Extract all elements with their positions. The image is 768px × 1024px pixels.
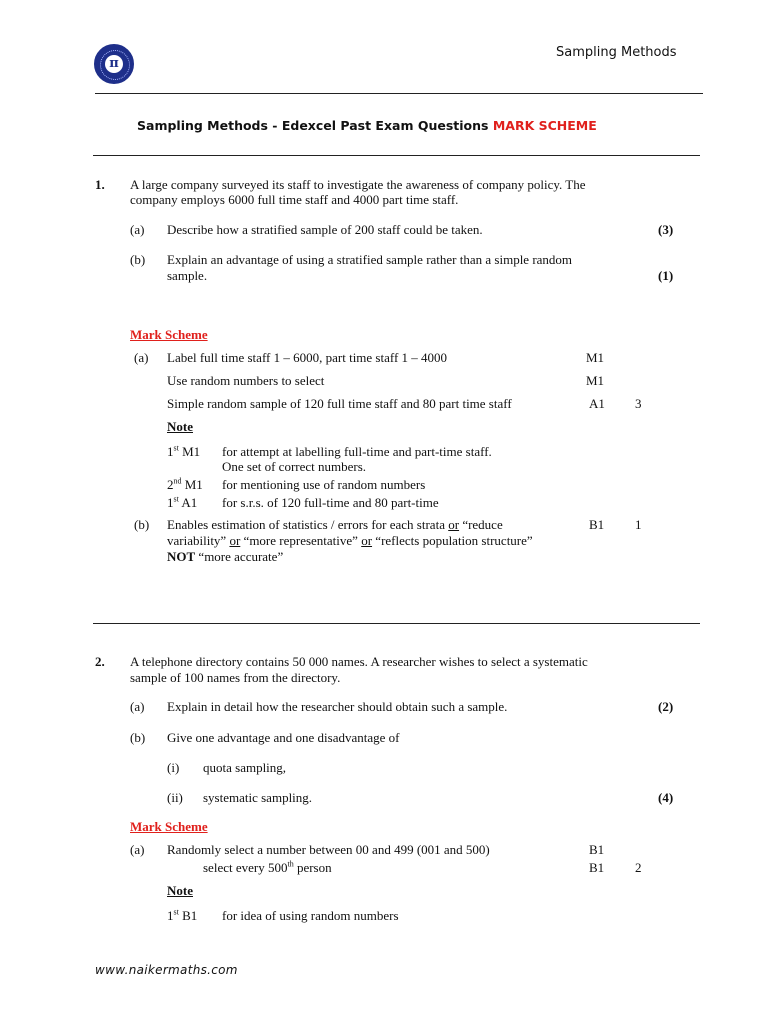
ms-row-text: Randomly select a number between 00 and 499 (001 and 500) — [167, 842, 490, 857]
ms-row-total: 3 — [635, 396, 642, 411]
part-text: Explain in detail how the researcher should obtain such a sample. — [167, 699, 508, 714]
ms-row-text — [203, 860, 332, 876]
part-text: Give one advantage and one disadvantage of — [167, 730, 400, 745]
note-text: for s.r.s. of 120 full-time and 80 part-time — [222, 495, 439, 510]
ms-text: Enables estimation of statistics / errors for each strata — [167, 517, 445, 532]
ms-row-text: Label full time staff 1 – 6000, part time staff 1 – 4000 — [167, 350, 448, 365]
note-ordinal: 1 — [167, 495, 174, 510]
question-number: 1. — [95, 177, 105, 192]
part-marks: (1) — [658, 268, 674, 283]
ms-ordinal-suffix: th — [287, 859, 294, 869]
running-title: Sampling Methods — [556, 45, 677, 60]
note-mark-code: M1 — [182, 444, 201, 459]
subpart-label: (i) — [167, 760, 180, 775]
note-code — [167, 908, 197, 924]
note-heading: Note — [167, 419, 193, 434]
ms-text: person — [296, 860, 332, 875]
subpart-text: quota sampling, — [203, 760, 287, 775]
ms-text: “more accurate” — [198, 549, 284, 564]
part-label: (b) — [130, 252, 146, 267]
question-number: 2. — [95, 654, 105, 669]
ms-row-mark: B1 — [589, 860, 605, 875]
ms-text: select every 500 — [203, 860, 288, 875]
ms-row-total: 1 — [635, 517, 642, 532]
ms-row-text: Simple random sample of 120 full time staff and 80 part time staff — [167, 396, 512, 411]
note-code — [167, 444, 200, 460]
title-rule — [93, 155, 700, 156]
ms-text: “more representative” — [243, 533, 358, 548]
mark-scheme-heading: Mark Scheme — [130, 819, 208, 834]
ms-part-label: (a) — [134, 350, 149, 365]
note-mark-code: B1 — [182, 908, 198, 923]
ms-text: “reduce — [462, 517, 503, 532]
question-stem-line: sample of 100 names from the directory. — [130, 670, 341, 685]
note-ordinal: 1 — [167, 908, 174, 923]
note-ordinal-suffix: nd — [173, 476, 182, 486]
note-text: for mentioning use of random numbers — [222, 477, 426, 492]
ms-or: or — [448, 517, 460, 532]
note-text: for attempt at labelling full-time and part-time staff. — [222, 444, 492, 459]
ms-row-mark: B1 — [589, 517, 605, 532]
note-code — [167, 477, 203, 493]
part-text: sample. — [167, 268, 208, 283]
ms-row-mark: B1 — [589, 842, 605, 857]
question-stem-line: company employs 6000 full time staff and 4000 part time staff. — [130, 192, 459, 207]
naikermaths-logo — [94, 44, 134, 84]
subpart-label: (ii) — [167, 790, 183, 805]
part-text: Explain an advantage of using a stratified sample rather than a simple random — [167, 252, 573, 267]
title-main: Sampling Methods - Edexcel Past Exam Questions — [137, 118, 489, 133]
ms-row-total: 2 — [635, 860, 642, 875]
ms-part-label: (b) — [134, 517, 150, 532]
ms-not: NOT — [167, 549, 196, 564]
part-marks: (2) — [658, 699, 674, 714]
ms-b-text-line — [167, 549, 283, 565]
document-title — [137, 118, 597, 134]
ms-or: or — [229, 533, 241, 548]
note-heading: Note — [167, 883, 193, 898]
question-stem-line: A large company surveyed its staff to investigate the awareness of company policy. The — [130, 177, 586, 192]
part-text: Describe how a stratified sample of 200 staff could be taken. — [167, 222, 483, 237]
subpart-text: systematic sampling. — [203, 790, 313, 805]
note-text: for idea of using random numbers — [222, 908, 399, 923]
note-mark-code: M1 — [184, 477, 203, 492]
note-ordinal-suffix: st — [173, 494, 179, 504]
note-ordinal-suffix: st — [173, 907, 179, 917]
note-text: One set of correct numbers. — [222, 459, 367, 474]
ms-b-text-line — [167, 517, 503, 533]
ms-or: or — [361, 533, 373, 548]
header-rule — [95, 93, 703, 94]
pi-icon: π — [105, 55, 123, 73]
note-ordinal: 1 — [167, 444, 174, 459]
question-stem-line: A telephone directory contains 50 000 names. A researcher wishes to select a systematic — [130, 654, 588, 669]
ms-text: variability” — [167, 533, 227, 548]
mark-scheme-heading: Mark Scheme — [130, 327, 208, 342]
footer-url[interactable]: www.naikermaths.com — [95, 963, 238, 977]
ms-row-mark: M1 — [586, 373, 605, 388]
part-marks: (3) — [658, 222, 674, 237]
part-marks: (4) — [658, 790, 674, 805]
note-mark-code: A1 — [181, 495, 198, 510]
part-label: (a) — [130, 222, 145, 237]
part-label: (a) — [130, 699, 145, 714]
part-label: (b) — [130, 730, 146, 745]
ms-part-label: (a) — [130, 842, 145, 857]
ms-row-mark: M1 — [586, 350, 605, 365]
ms-text: “reflects population structure” — [375, 533, 533, 548]
title-highlight: MARK SCHEME — [492, 118, 597, 133]
ms-row-text: Use random numbers to select — [167, 373, 325, 388]
note-ordinal: 2 — [167, 477, 174, 492]
note-ordinal-suffix: st — [173, 443, 179, 453]
question-separator-rule — [93, 623, 700, 624]
note-code — [167, 495, 197, 511]
ms-b-text-line — [167, 533, 533, 549]
ms-row-mark: A1 — [589, 396, 605, 411]
